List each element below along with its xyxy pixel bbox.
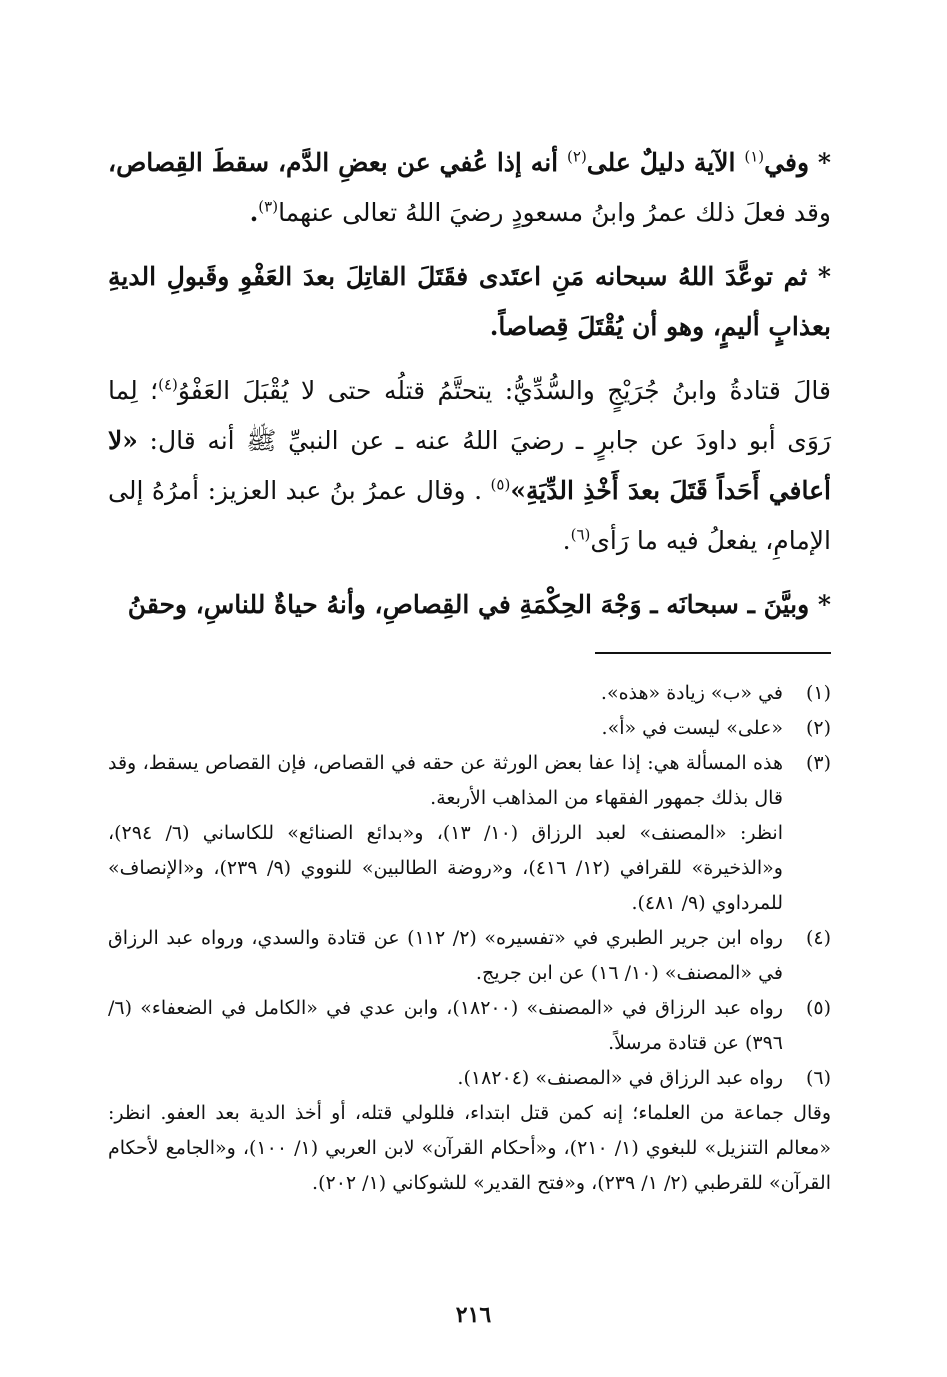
footnote-marker-5: (٥)	[490, 475, 511, 494]
paragraph-1	[108, 138, 831, 238]
footnotes	[108, 676, 831, 1201]
footnote-text: في «ب» زيادة «هذه».	[600, 682, 783, 704]
text-run: أنه إذا عُفي عن بعضِ الدَّم، سقطَ القِصاص،	[108, 148, 568, 177]
footnote-5	[108, 991, 831, 1061]
footnote-number: (٢)	[805, 717, 831, 739]
footnote-body	[108, 746, 783, 921]
footnote-3	[108, 746, 831, 921]
footnote-6	[108, 1061, 831, 1096]
footnote-1	[108, 676, 831, 711]
footnote-6-continuation: وقال جماعة من العلماء؛ إنه كمن قتل ابتداء، فللولي قتله، أو أخذ الدية بعد العفو. انظر: «معالم التنزيل» للبغوي (١/ ٢١٠)، و«أحكام القرآن» لابن العربي (١/ ١٠٠)، و«الجامع لأحكام القرآن» للقرطبي (٢/ ١/ ٢٣٩)، و«فتح القدير» للشوكاني (١/ ٢٠٢).	[108, 1102, 831, 1194]
footnote-text: رواه عبد الرزاق في «المصنف» (١٨٢٠٤).	[457, 1067, 783, 1089]
paragraph-2: * ثم توعَّدَ اللهُ سبحانه مَنِ اعتَدى فقَتَلَ القاتِلَ بعدَ العَفْوِ وقَبولِ الديةِ بعذابٍ أليمٍ، وهو أن يُقْتَلَ قِصاصاً.	[108, 262, 831, 341]
paragraph-4: * وبيَّنَ ـ سبحانَه ـ وَجْهَ الحِكْمَةِ في القِصاصِ، وأنهُ حياةٌ للناسِ، وحقنُ	[127, 590, 831, 619]
footnote-number: (٦)	[805, 1067, 831, 1089]
footnote-text: هذه المسألة هي: إذا عفا بعض الورثة عن حقه في القصاص، فإن القصاص يسقط، وقد قال بذلك جمهور الفقهاء من المذاهب الأربعة.	[108, 752, 783, 809]
footnote-marker-4: (٤)	[158, 375, 178, 394]
text-run: .	[249, 198, 259, 227]
footnote-separator	[595, 652, 831, 654]
footnote-text: «على» ليست في «أ».	[601, 717, 783, 739]
footnote-text: رواه عبد الرزاق في «المصنف» (١٨٢٠٠)، وابن عدي في «الكامل في الضعفاء» (٦/ ٣٩٦) عن قتادة مرسلاً.	[108, 997, 784, 1054]
text-run: . وقال عمرُ بنُ عبد العزيز: أمرُهُ إلى الإمامِ، يفعلُ فيه ما رَأى	[108, 476, 831, 555]
text-run: .	[562, 526, 571, 555]
text-run: وقد فعلَ ذلك عمرُ وابنُ مسعودٍ رضيَ اللهُ تعالى عنهما	[278, 198, 831, 227]
footnote-number: (٣)	[805, 752, 831, 774]
footnote-number: (٤)	[805, 927, 831, 949]
paragraph-3	[108, 366, 831, 566]
footnote-text: رواه ابن جرير الطبري في «تفسيره» (٢/ ١١٢) عن قتادة والسدي، ورواه عبد الرزاق في «المصنف» (١٠/ ١٦) عن ابن جريج.	[108, 927, 783, 984]
footnote-marker-1: (١)	[744, 147, 765, 166]
footnote-marker-3: (٣)	[258, 197, 279, 216]
footnote-4	[108, 921, 831, 991]
text-run: * وفي	[764, 148, 832, 177]
text-run: الآية دليلٌ على	[586, 148, 745, 177]
footnote-marker-6: (٦)	[570, 525, 591, 544]
page-number: ٢١٦	[455, 1302, 492, 1328]
hadith-quote: «لا أعافي أَحَداً قَتَلَ بعدَ أَخْذِ الدِّيَةِ»	[108, 426, 831, 505]
text-run: ؛ لِما رَوَى أبو داودَ عن جابرٍ ـ رضيَ اللهُ عنه ـ عن النبيِّ ﷺ أنه قال:	[108, 376, 831, 455]
footnote-text-references: انظر: «المصنف» لعبد الرزاق (١٠/ ١٣)، و«بدائع الصنائع» للكاساني (٦/ ٢٩٤)، و«الذخيرة» للقرافي (١٢/ ٤١٦)، و«روضة الطالبين» للنووي (٩/ ٢٣٩)، و«الإنصاف» للمرداوي (٩/ ٤٨١).	[108, 822, 783, 914]
footnote-marker-2: (٢)	[567, 147, 587, 166]
footnote-2	[108, 711, 831, 746]
text-run: قالَ قتادةُ وابنُ جُرَيْجٍ والسُّدِّيُّ: يتحتَّمُ قتلُه حتى لا يُقْبَلَ العَفْوُ	[177, 376, 831, 405]
main-text	[108, 138, 831, 630]
footnote-number: (١)	[805, 682, 831, 704]
footnote-number: (٥)	[805, 997, 831, 1019]
